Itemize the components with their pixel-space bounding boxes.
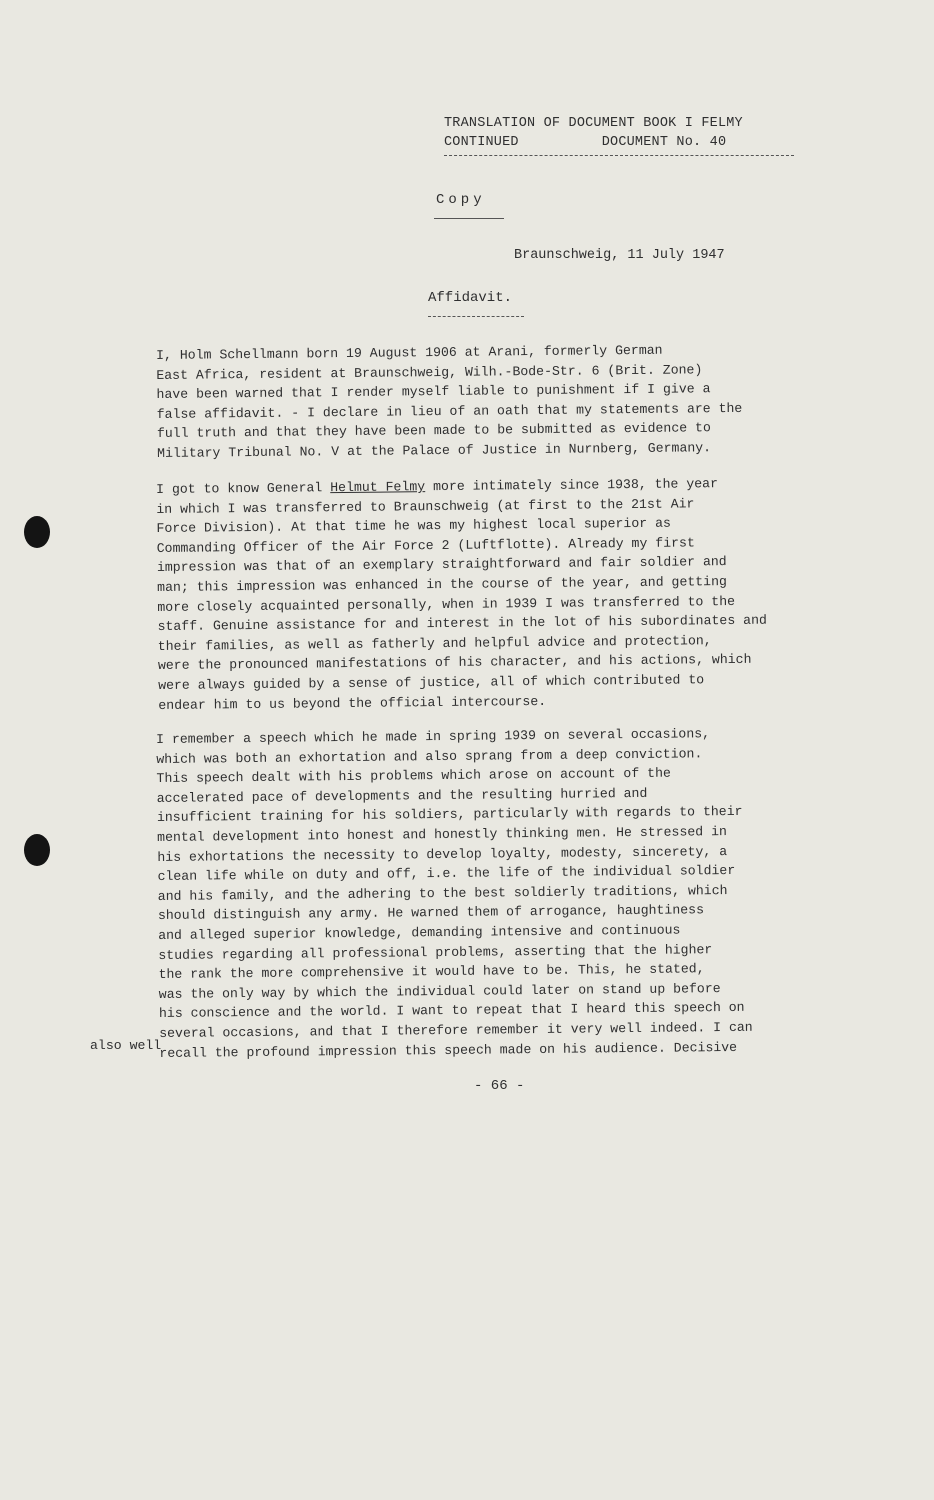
header-divider — [444, 155, 794, 156]
header-line-2: CONTINUED DOCUMENT No. 40 — [444, 135, 727, 150]
copy-label: Copy — [436, 192, 486, 208]
punch-hole — [24, 834, 50, 866]
document-header — [444, 114, 743, 152]
margin-annotation: also well — [90, 1038, 162, 1053]
underlined-name: Helmut Felmy — [330, 479, 426, 496]
document-title: Affidavit. — [428, 290, 513, 306]
punch-hole — [24, 516, 50, 548]
paragraph-speech: I remember a speech which he made in spring 1939 on several occasions, which was both an exhortation and also sprang from a deep conviction. This speech dealt with his problems which arose on account of the accelerated pace of developments and the resulting hurried and insufficient training for his soldiers, particularly with regards to their mental development into honest and honestly thinking men. He stressed in his exhortations the necessity to develop loyalty, modesty, sincerety, a clean life while on duty and off, i.e. the life of the individual soldier and his family, and the adhering to the best soldierly traditions, which should distinguish any army. He warned them of arrogance, haughtiness and alleged superior knowledge, demanding intensive and continuous studies regarding all professional problems, asserting that the higher the rank the more comprehensive it would have to be. This, he stated, was the only way by which the individual could later on stand up before his conscience and the world. I want to repeat that I heard this speech on several occasions, and that I therefore remember it very well indeed. I can recall the profound impression this speech made on his audience. Decisive — [156, 726, 753, 1061]
paragraph-text: I got to know General — [156, 480, 331, 497]
paragraph-declaration: I, Holm Schellmann born 19 August 1906 at Arani, formerly German East Africa, resident at Braunschweig, Wilh.-Bode-Str. 6 (Brit. Zone) have been warned that I render myself liable to punishment if I give a false affidavit. - I declare in lieu of an oath that my statements are the full truth and that they have been made to be submitted as evidence to Military Tribunal No. V at the Palace of Justice in Nurnberg, Germany. — [156, 342, 743, 461]
title-underline — [428, 316, 524, 317]
paragraph-text: more intimately since 1938, the year in which I was transferred to Braunschweig (at first to the 21st Air Force Division). At that time he was my highest local superior as Commanding Officer of the Air Force 2 (Luftflotte). Already my first impression was that of an exemplary straightforward and fair soldier and man; this impression was enhanced in the course of the year, and getting more closely acquainted personally, when in 1939 I was transferred to the staff. Genuine assistance for and interest in the lot of his subordinates and their families, as well as fatherly and helpful advice and protection, were the pronounced manifestations of his character, and his actions, which were always guided by a sense of justice, all of which contributed to endear him to us beyond the official intercourse. — [156, 476, 767, 713]
copy-underline — [434, 218, 504, 219]
paragraph-acquaintance — [156, 472, 878, 715]
page-number: - 66 - — [474, 1078, 525, 1094]
header-line-1: TRANSLATION OF DOCUMENT BOOK I FELMY — [444, 116, 743, 131]
place-and-date: Braunschweig, 11 July 1947 — [514, 248, 725, 263]
